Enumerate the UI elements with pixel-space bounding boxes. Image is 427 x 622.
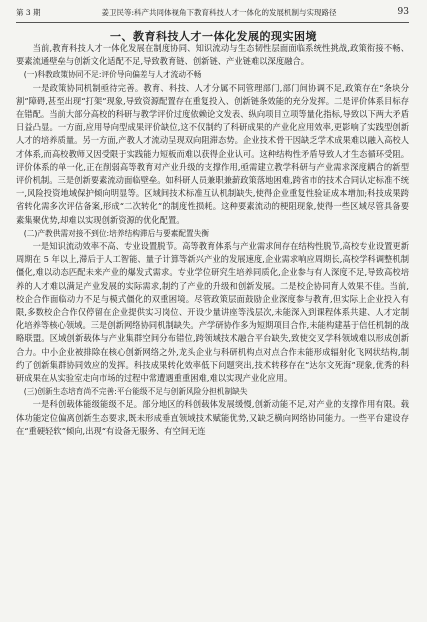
body-paragraph: 一是知识流动效率不高、专业设置脱节。高等教育体系与产业需求间存在结构性脱节,高校专业设置更新周期在 5 年以上,滞后于人工智能、量子计算等新兴产业的发展速度,企业需求响应周期长,高校学科调整机制僵化,难以动态匹配未来产业的爆发式需求。专业学位研究生培养同质化,企业参与有人深度不足,导致高校培养的人才难以满足产业发展的实际需求,制约了产业的升级和创新发展。二是校企协同育人效果不佳。当前,校企合作面临动力不足与模式僵化的双重困境。尽管政策层面鼓励企业深度参与教育,但实际上企业投入有限,多数校企合作仅停留在企业提供实习岗位、开设少量讲座等浅层次,未能深入到课程体系共建、人才定制化培养等核心领域。三是创新网络协同机制缺失。产学研协作多为短期项目合作,未能构建基于信任机制的战略联盟。区域创新载体与产业集群空间分布错位,跨领域技术融合平台缺失,致使交叉学科领域难以形成创新合力。中小企业被排除在核心创新网络之外,龙头企业与科研机构点对点合作未能形成辐射化飞网状结构,制约了创新集群协同效应的发挥。科技成果转化效率低下问题突出,技术转移存在“达尔文死海”现象,优秀的科研成果在从实验室走向市场的过程中常遭遇重重困难,难以实现产业化应用。: [16, 241, 409, 384]
running-header: [16, 4, 409, 23]
running-title: 姜卫民等:科产共同体视角下教育科技人才一体化的发展机制与实现路径: [101, 7, 337, 17]
body-paragraph: 一是政策协同机制亟待完善。教育、科技、人才分属不同管理部门,部门间协调不足,政策存在“条块分割”障碍,甚至出现“打架”现象,导致资源配置存在重复投入、创新链条效能的充分发挥。二是评价体系目标存在错配。当前大部分高校的科研与教学评价过度依赖论文发表、纵向项目立项等量化指标,导致以下两大矛盾日益凸显。一方面,应用导向型成果评价缺位,这不仅制约了科研成果的产业化应用效率,更影响了实践型创新人才的培养质量。另一方面,产教人才流动呈现双向阻滞态势。企业技术骨干因缺乏学术成果难以融入高校人才体系,而高校教师又因受限于实践能力短板而难以获得企业认可。这种结构性矛盾导致人才生态循环受阻。评价体系的单一化,正在削弱高等教育对产业升级的支撑作用,亟需建立教学科研与产业需求深度耦合的新型评价机制。三是创新要素流动面临壁垒。如科研人员兼职兼薪政策落地困难,跨省市的技术合同认定标准不统一,风险投资地域保护倾向明显等。区域间技术标准互认机制缺失,使得企业重复性验证成本增加;科技成果跨省转化需多次评估备案,形成“二次转化”的制度性损耗。这种要素流动的梗阻现象,使得一些区域尽管具备要素集聚优势,却难以实现创新资源的优化配置。: [16, 82, 409, 225]
article-body: [16, 42, 409, 622]
section-heading: 一、教育科技人才一体化发展的现实困境: [110, 30, 317, 43]
issue-number: 第 3 期: [16, 7, 41, 17]
body-paragraph: 一是科创载体能级能级不足。部分地区的科创载体发展缓慢,创新动能不足,对产业的支撑作用有限。载体功能定位偏离创新生态要求,既未形成垂直领域技术赋能优势,又缺乏横向网络协同能力。一些平台建设存在“重硬轻软”倾向,出现“有设备无服务、有空间无连: [16, 399, 409, 436]
page-number: 93: [397, 7, 409, 17]
body-paragraph: 当前,教育科技人才一体化发展在制度协同、知识流动与生态韧性层面面临系统性挑战,政策衔接不畅、要素流通壁垒与创新文化适配不足,导致教育链、创新链、产业链难以深度融合。: [16, 43, 409, 67]
subsection-heading: (二)产教供需对接不到位:培养结构滞后与要素配置失衡: [23, 228, 210, 238]
subsection-heading: (三)创新生态培育尚不完善:平台能级不足与创新风险分担机制缺失: [23, 387, 248, 397]
subsection-heading: (一)科教政策协同不足:评价导向偏差与人才流动不畅: [23, 70, 202, 80]
